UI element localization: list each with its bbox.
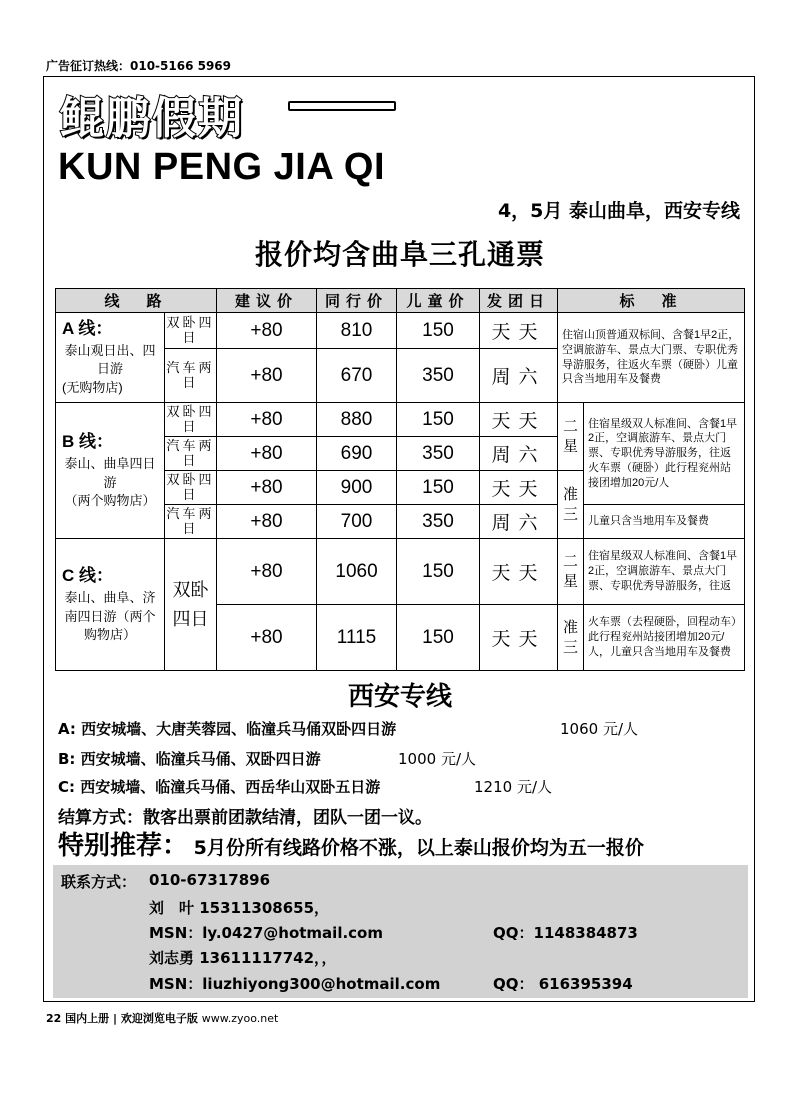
depart-day: 天天 <box>480 403 558 437</box>
depart-day: 天天 <box>480 313 558 349</box>
star-level: 二星 <box>558 539 584 605</box>
route-price: 1210 元/人 <box>474 778 552 796</box>
route-label: B: <box>58 750 76 768</box>
xian-route-b <box>58 748 738 769</box>
child-price: 150 <box>397 605 480 671</box>
depart-day: 周六 <box>480 349 558 403</box>
peer-price: 1115 <box>317 605 397 671</box>
child-price: 150 <box>397 313 480 349</box>
footer-slogan: 欢迎浏览电子版 <box>120 1012 198 1025</box>
contact-box <box>53 865 748 998</box>
suggest-price: +80 <box>217 539 317 605</box>
suggest-price: +80 <box>217 313 317 349</box>
suggest-price: +80 <box>217 403 317 437</box>
child-price: 350 <box>397 349 480 403</box>
contact-phone: 010-67317896 <box>149 871 271 889</box>
ad-hotline: 广告征订热线：010-5166 5969 <box>46 59 232 73</box>
col-header-child: 儿童价 <box>397 289 480 313</box>
special-recommend <box>58 825 644 862</box>
footer-separator: | <box>113 1012 118 1025</box>
subtitle: 4，5月 泰山曲阜，西安专线 <box>497 200 740 222</box>
contact-person-1: 刘 叶 15311308655， <box>149 899 330 917</box>
contact-msn-2: MSN：liuzhiyong300@hotmail.com <box>149 975 441 993</box>
contact-qq-2: QQ： 616395394 <box>493 975 633 993</box>
settlement: 结算方式：散客出票前团款结清，团队一团一议。 <box>58 808 432 828</box>
route-a-desc: 泰山观日出、四日游 <box>64 342 156 377</box>
star-level: 准三 <box>558 605 584 671</box>
child-price: 150 <box>397 403 480 437</box>
table-header-row <box>56 289 745 313</box>
contact-label: 联系方式： <box>61 873 137 891</box>
route-a-cell <box>56 313 165 403</box>
child-price: 350 <box>397 437 480 471</box>
route-label: C: <box>58 778 76 796</box>
suggest-price: +80 <box>217 605 317 671</box>
headline: 报价均含曲阜三孔通票 <box>254 238 545 271</box>
star-level: 准三 <box>558 471 584 539</box>
col-header-peer: 同行价 <box>317 289 397 313</box>
child-price: 350 <box>397 505 480 539</box>
route-c-standard-cont: 火车票（去程硬卧，回程动车）此行程兖州站接团增加20元/人，儿童只含当地用车及餐费 <box>584 605 745 671</box>
xian-title: 西安专线 <box>347 682 452 712</box>
route-c-cell <box>56 539 165 671</box>
recommend-key: 特别推荐： <box>58 831 189 861</box>
price-table <box>55 288 745 671</box>
route-c-desc: 泰山、曲阜、济南四日游（两个购物店） <box>64 589 156 643</box>
depart-day: 周六 <box>480 505 558 539</box>
suggest-price: +80 <box>217 505 317 539</box>
transport: 双卧四日 <box>165 539 217 671</box>
xian-route-c <box>58 776 738 797</box>
suggest-price: +80 <box>217 437 317 471</box>
route-text: 西安城墙、临潼兵马俑、西岳华山双卧五日游 <box>80 778 381 796</box>
depart-day: 天天 <box>480 605 558 671</box>
brand-logo-en: KUN PENG JIA QI <box>58 146 386 188</box>
route-c-name: C 线： <box>62 566 113 586</box>
contact-msn-1: MSN：ly.0427@hotmail.com <box>149 924 383 942</box>
brand-logo-cn: 鲲鹏假期 <box>60 93 244 144</box>
child-price: 150 <box>397 539 480 605</box>
peer-price: 700 <box>317 505 397 539</box>
footer <box>46 1010 278 1026</box>
transport: 双卧四日 <box>165 403 217 437</box>
col-header-route: 线 路 <box>56 289 217 313</box>
route-a-note: (无购物店) <box>62 380 123 396</box>
depart-day: 天天 <box>480 539 558 605</box>
route-text: 西安城墙、大唐芙蓉园、临潼兵马俑双卧四日游 <box>81 720 397 738</box>
route-a-standard: 住宿山顶普通双标间、含餐1早2正，空调旅游车、景点大门票、专职优秀导游服务，往返火车票（硬卧）儿童只含当地用车及餐费 <box>558 313 745 403</box>
suggest-price: +80 <box>217 471 317 505</box>
footer-site: www.zyoo.net <box>201 1012 279 1025</box>
table-row <box>56 313 745 349</box>
route-c-standard: 住宿星级双人标准间、含餐1早2正，空调旅游车、景点大门票、专职优秀导游服务，往返 <box>584 539 745 605</box>
peer-price: 900 <box>317 471 397 505</box>
peer-price: 880 <box>317 403 397 437</box>
route-a-name: A 线： <box>62 319 113 338</box>
col-header-standard: 标 准 <box>558 289 745 313</box>
transport: 汽车两日 <box>165 349 217 403</box>
route-b-cell <box>56 403 165 539</box>
brand-dash <box>288 101 396 111</box>
depart-day: 周六 <box>480 437 558 471</box>
route-price: 1060 元/人 <box>560 720 638 738</box>
suggest-price: +80 <box>217 349 317 403</box>
peer-price: 690 <box>317 437 397 471</box>
peer-price: 1060 <box>317 539 397 605</box>
route-price: 1000 元/人 <box>398 750 476 768</box>
route-b-name: B 线： <box>62 432 113 452</box>
transport: 双卧四日 <box>165 313 217 349</box>
child-price: 150 <box>397 471 480 505</box>
transport: 汽车两日 <box>165 437 217 471</box>
contact-qq-1: QQ：1148384873 <box>493 924 638 942</box>
page-number: 22 <box>46 1012 62 1025</box>
contact-person-2: 刘志勇 13611117742，， <box>149 949 337 967</box>
transport: 双卧四日 <box>165 471 217 505</box>
transport: 汽车两日 <box>165 505 217 539</box>
peer-price: 810 <box>317 313 397 349</box>
recommend-text: 5月份所有线路价格不涨，以上泰山报价均为五一报价 <box>193 837 644 859</box>
col-header-suggest: 建议价 <box>217 289 317 313</box>
route-b-standard: 住宿星级双人标准间、含餐1早2正，空调旅游车、景点大门票、专职优秀导游服务，往返火车票（硬卧）此行程兖州站接团增加20元/人 <box>584 403 745 505</box>
col-header-day: 发团日 <box>480 289 558 313</box>
footer-section: 国内上册 <box>65 1012 110 1025</box>
route-b-child-note: 儿童只含当地用车及餐费 <box>584 505 745 539</box>
route-b-note: （两个购物店） <box>64 493 156 509</box>
route-b-desc: 泰山、曲阜四日游 <box>64 455 156 490</box>
depart-day: 天天 <box>480 471 558 505</box>
table-row <box>56 403 745 437</box>
xian-route-a <box>58 718 738 739</box>
route-text: 西安城墙、临潼兵马俑、双卧四日游 <box>80 750 321 768</box>
peer-price: 670 <box>317 349 397 403</box>
star-level: 二星 <box>558 403 584 471</box>
route-label: A: <box>58 720 76 738</box>
table-row <box>56 539 745 605</box>
